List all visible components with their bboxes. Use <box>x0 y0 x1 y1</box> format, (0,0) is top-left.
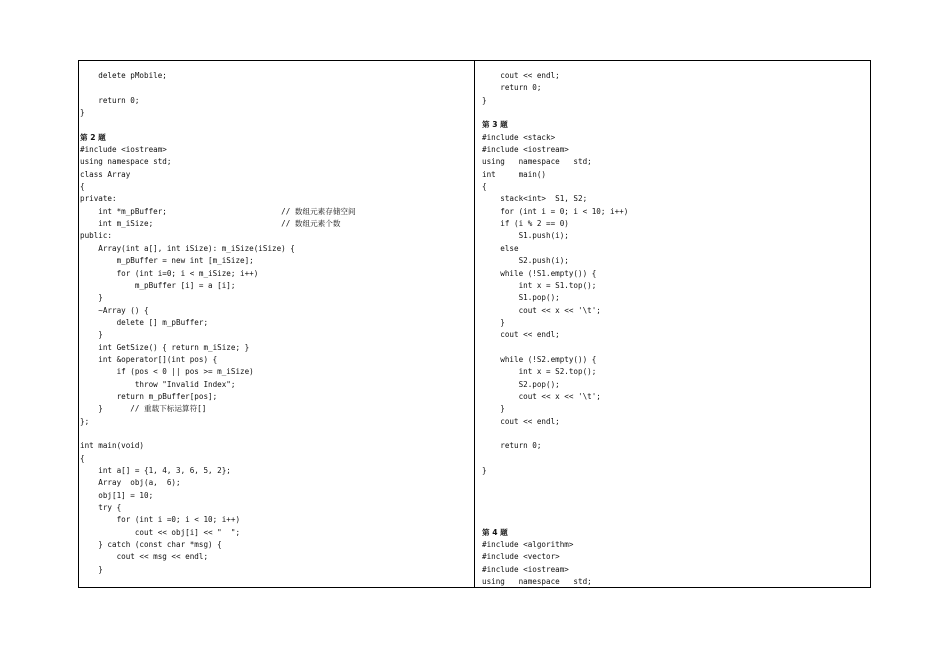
code-line: using namespace std; <box>80 157 172 167</box>
code-line: else <box>482 243 519 253</box>
code-line: }; <box>80 416 90 426</box>
code-line: int x = S1.top(); <box>482 280 597 290</box>
code-line: } catch (const char *msg) { <box>80 540 222 550</box>
code-line <box>80 428 472 440</box>
code-line: private: <box>80 194 117 204</box>
code-line <box>482 342 868 354</box>
right-code-column <box>482 70 868 588</box>
code-line: while (!S1.empty()) { <box>482 268 597 278</box>
code-line: delete [] m_pBuffer; <box>80 317 209 327</box>
code-line: #include <vector> <box>482 552 560 562</box>
question-heading: 第 2 题 <box>80 132 106 142</box>
column-divider <box>474 60 475 588</box>
code-line: ~Array () { <box>80 305 149 315</box>
code-line: cout << x << '\t'; <box>482 305 601 315</box>
code-line: cout << endl; <box>482 416 560 426</box>
code-line: int &operator[](int pos) { <box>80 354 218 364</box>
code-line: int a[] = {1, 4, 3, 6, 5, 2}; <box>80 466 231 475</box>
code-line: #include <iostream> <box>80 145 167 155</box>
code-line: int GetSize() { return m_iSize; } <box>80 342 250 352</box>
code-line: int x = S2.top(); <box>482 367 597 377</box>
code-line: m_pBuffer = new int [m_iSize]; <box>80 256 254 266</box>
code-line: } <box>80 330 103 340</box>
code-line: S1.pop(); <box>482 293 560 303</box>
question-heading: 第 4 题 <box>482 527 508 537</box>
code-line: } <box>482 404 505 414</box>
code-line: cout << endl; <box>482 71 560 80</box>
code-line: obj[1] = 10; <box>80 490 154 500</box>
code-line: cout << obj[i] << " "; <box>80 527 241 537</box>
code-line: { <box>80 453 85 463</box>
code-line: stack<int> S1, S2; <box>482 194 588 204</box>
code-line: while (!S2.empty()) { <box>482 354 597 364</box>
code-line: return m_pBuffer[pos]; <box>80 391 218 401</box>
code-line: } <box>482 317 505 327</box>
code-line: } // 重载下标运算符[] <box>80 404 207 414</box>
code-line: return 0; <box>482 441 542 451</box>
code-line: cout << msg << endl; <box>80 552 209 562</box>
code-line: for (int i =0; i < 10; i++) <box>80 515 241 525</box>
code-line: using namespace std; <box>482 577 592 587</box>
code-line <box>482 477 868 489</box>
code-line: } <box>80 293 103 303</box>
code-line: } <box>482 95 487 105</box>
code-line <box>482 107 868 119</box>
code-line <box>80 119 472 131</box>
code-line: #include <iostream> <box>482 564 569 574</box>
code-line: { <box>482 182 487 192</box>
code-line <box>482 428 868 440</box>
code-line: { <box>80 182 85 192</box>
code-line <box>482 502 868 514</box>
code-line: cout << endl; <box>482 330 560 340</box>
code-line: } <box>482 466 487 475</box>
code-line: if (i % 2 == 0) <box>482 219 569 229</box>
code-line <box>482 453 868 465</box>
code-line: using namespace std; <box>482 157 592 167</box>
code-line: } <box>80 108 85 118</box>
code-line: for (int i=0; i < m_iSize; i++) <box>80 268 259 278</box>
code-line <box>80 82 472 94</box>
left-code-column <box>80 70 472 576</box>
code-line: int m_iSize; // 数组元素个数 <box>80 219 341 229</box>
code-line: S1.push(i); <box>482 231 569 241</box>
code-line: class Array <box>80 169 131 179</box>
code-line <box>482 490 868 502</box>
code-line: throw "Invalid Index"; <box>80 379 236 389</box>
code-line: int *m_pBuffer; // 数组元素存储空间 <box>80 206 356 216</box>
code-line: delete pMobile; <box>80 71 167 80</box>
code-line: for (int i = 0; i < 10; i++) <box>482 206 629 216</box>
code-line: cout << x << '\t'; <box>482 391 601 401</box>
code-line: int main(void) <box>80 441 145 451</box>
question-heading: 第 3 题 <box>482 120 508 130</box>
code-line: try { <box>80 503 122 513</box>
code-line: m_pBuffer [i] = a [i]; <box>80 280 236 290</box>
code-line: public: <box>80 231 113 241</box>
code-line: #include <stack> <box>482 132 556 142</box>
code-line: #include <iostream> <box>482 145 569 155</box>
code-line: Array(int a[], int iSize): m_iSize(iSize) { <box>80 243 295 253</box>
code-line: Array obj(a, 6); <box>80 478 181 488</box>
code-line: return 0; <box>80 95 140 105</box>
code-line: int main() <box>482 169 547 179</box>
code-line: } <box>80 564 103 574</box>
code-line: return 0; <box>482 83 542 93</box>
code-line <box>482 514 868 526</box>
code-line: #include <algorithm> <box>482 540 574 550</box>
code-line: if (pos < 0 || pos >= m_iSize) <box>80 367 254 377</box>
code-line: S2.push(i); <box>482 256 569 266</box>
code-line: S2.pop(); <box>482 379 560 389</box>
